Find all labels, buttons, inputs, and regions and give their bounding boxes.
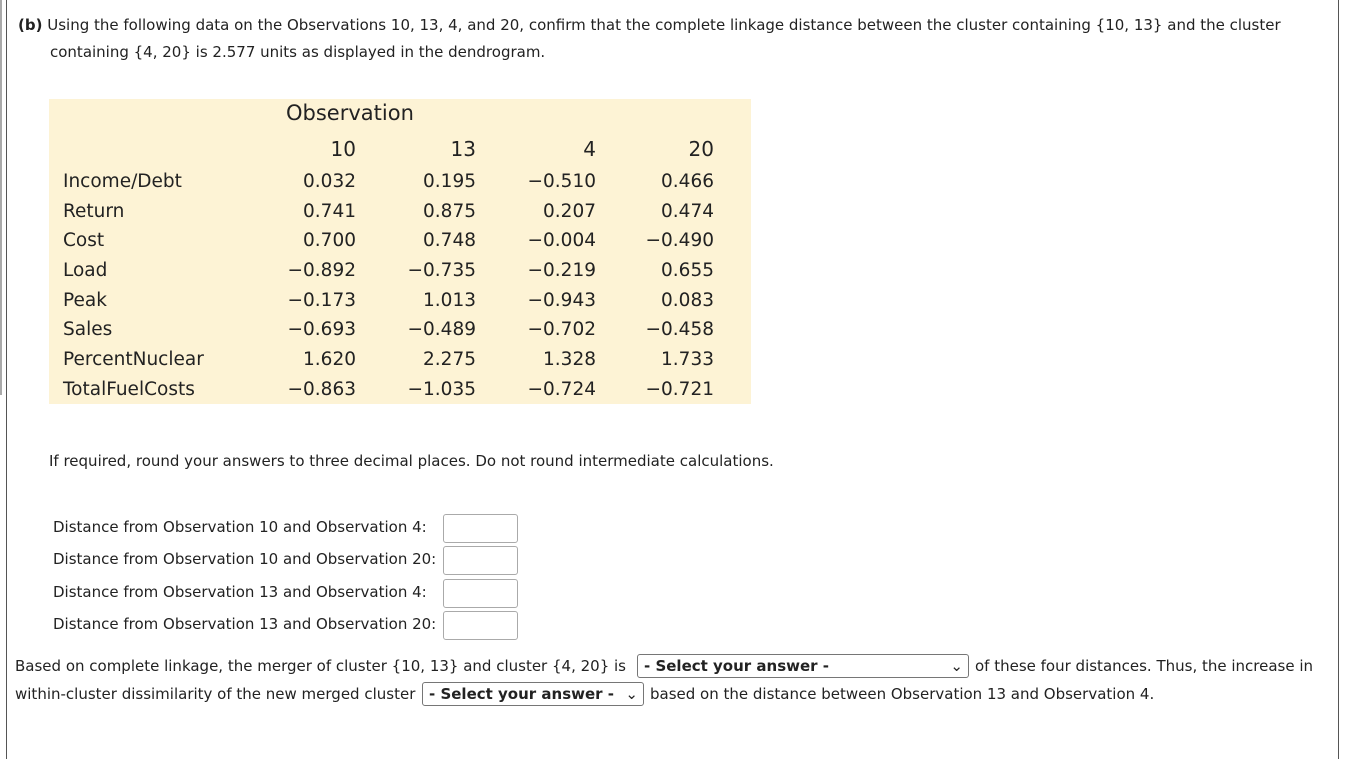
distance-input-13-4[interactable]	[443, 579, 518, 608]
row-label: Peak	[63, 290, 107, 311]
table-cell: −0.721	[645, 379, 714, 400]
select-linkage-distance-value: - Select your answer -	[644, 657, 830, 675]
table-cell: −0.173	[287, 290, 356, 311]
table-cell: −0.863	[287, 379, 356, 400]
distance-label-13-20: Distance from Observation 13 and Observation 20:	[53, 615, 437, 633]
outer-frame-edge	[0, 0, 2, 395]
distance-label-13-4: Distance from Observation 13 and Observation 4:	[53, 583, 427, 601]
table-cell: 0.195	[423, 171, 476, 192]
table-cell: −1.035	[407, 379, 476, 400]
table-cell: 0.474	[661, 201, 714, 222]
chevron-down-icon: ⌄	[950, 657, 963, 675]
table-cell: 1.733	[661, 349, 714, 370]
table-cell: −0.490	[645, 230, 714, 251]
content-frame-right	[1338, 0, 1339, 759]
table-title: Observation	[286, 101, 414, 125]
table-cell: −0.702	[527, 319, 596, 340]
question-line-2: containing {4, 20} is 2.577 units as displayed in the dendrogram.	[50, 43, 546, 61]
table-cell: −0.943	[527, 290, 596, 311]
table-cell: −0.510	[527, 171, 596, 192]
table-cell: 0.748	[423, 230, 476, 251]
table-cell: −0.693	[287, 319, 356, 340]
table-cell: −0.735	[407, 260, 476, 281]
distance-label-10-4: Distance from Observation 10 and Observation 4:	[53, 518, 427, 536]
conclusion-part4: based on the distance between Observation 13 and Observation 4.	[650, 685, 1155, 703]
distance-input-10-20[interactable]	[443, 546, 518, 575]
table-cell: −0.892	[287, 260, 356, 281]
row-label: Sales	[63, 319, 113, 340]
question-line-1: Using the following data on the Observations 10, 13, 4, and 20, confirm that the complete linkage distance between the cluster containing {10, 13} and the cluster	[47, 16, 1281, 34]
question-text	[18, 12, 1318, 66]
row-label: Income/Debt	[63, 171, 182, 192]
part-label: (b)	[18, 16, 43, 34]
content-frame-left	[6, 0, 7, 759]
rounding-note: If required, round your answers to three decimal places. Do not round intermediate calculations.	[49, 452, 774, 470]
table-cell: −0.724	[527, 379, 596, 400]
conclusion-part2: of these four distances. Thus, the increase in	[975, 657, 1314, 675]
select-linkage-distance[interactable]	[637, 654, 969, 678]
table-cell: 0.032	[303, 171, 356, 192]
column-header: 4	[583, 137, 596, 161]
row-label: Load	[63, 260, 108, 281]
row-label: Cost	[63, 230, 105, 251]
select-dissimilarity[interactable]	[422, 682, 644, 706]
row-label: TotalFuelCosts	[63, 379, 195, 400]
table-cell: −0.458	[645, 319, 714, 340]
table-cell: 2.275	[423, 349, 476, 370]
chevron-down-icon: ⌄	[625, 685, 638, 703]
table-cell: 1.328	[543, 349, 596, 370]
conclusion-part1: Based on complete linkage, the merger of cluster {10, 13} and cluster {4, 20} is	[15, 657, 627, 675]
column-header: 10	[330, 137, 356, 161]
table-cell: 0.083	[661, 290, 714, 311]
table-cell: 1.620	[303, 349, 356, 370]
select-dissimilarity-value: - Select your answer -	[429, 685, 615, 703]
row-label: Return	[63, 201, 125, 222]
distance-input-13-20[interactable]	[443, 611, 518, 640]
table-cell: 0.466	[661, 171, 714, 192]
table-cell: 0.655	[661, 260, 714, 281]
conclusion-part3: within-cluster dissimilarity of the new merged cluster	[15, 685, 416, 703]
table-cell: 0.700	[303, 230, 356, 251]
table-cell: 0.875	[423, 201, 476, 222]
distance-label-10-20: Distance from Observation 10 and Observation 20:	[53, 550, 437, 568]
table-cell: −0.489	[407, 319, 476, 340]
table-cell: 0.207	[543, 201, 596, 222]
row-label: PercentNuclear	[63, 349, 204, 370]
table-cell: −0.219	[527, 260, 596, 281]
table-cell: 0.741	[303, 201, 356, 222]
distance-input-10-4[interactable]	[443, 514, 518, 543]
column-header: 20	[688, 137, 714, 161]
column-header: 13	[450, 137, 476, 161]
table-cell: 1.013	[423, 290, 476, 311]
table-cell: −0.004	[527, 230, 596, 251]
